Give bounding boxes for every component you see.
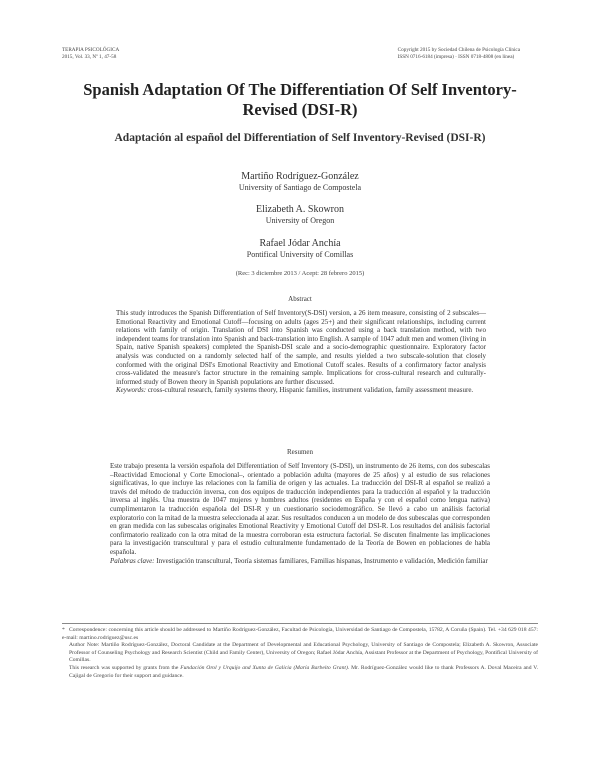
- journal-name: TERAPIA PSICOLÓGICA: [62, 47, 120, 53]
- copyright-header: [398, 47, 520, 60]
- abstract-body: [116, 309, 486, 395]
- footnote-divider: [62, 623, 538, 624]
- resumen-text: Este trabajo presenta la versión española del Differentiation of Self Inventory (S-DSI), un instrumento de 26 ítems, con dos subescalas –Reactividad Emocional y Corte Emocional–, orientado a población adulta (mayores de 25 años) y al estudio de sus relaciones significativas, lo que incluye las relaciones con la familia de origen y las actuales. La traducción del DSI-R al español se realizó a través del método de traducción inversa, con dos equipos de traducción independientes para la traducción al español y la traducción inversa al inglés. Una muestra de 1047 mujeres y hombres adultos (residentes en España y con el español como lengua nativa) cumplimentaron la traducción española del DSI-R y un cuestionario sociodemográfico. Se llevó a cabo un análisis factorial exploratorio con la mitad de la muestra seleccionada al azar. Sus resultados conducen a un modelo de dos subescalas que corresponden en gran medida con las subescalas originales Emotional Reactivity y Emotional Cutoff del DSI-R. Los resultados del análisis factorial confirmatorio realizado con la otra mitad de la muestra corroboran esta estructura factorial. Se discuten finalmente las implicaciones para la investigación transcultural y para el estudio culturalmente fundamentado de la Teoría de Bowen en poblaciones de habla española.: [110, 462, 490, 556]
- author-affiliation: Pontifical University of Comillas: [246, 250, 354, 259]
- keywords-label: Keywords:: [116, 386, 147, 395]
- author-name: Rafael Jódar Anchía: [259, 238, 341, 249]
- copyright-line: Copyright 2015 by Sociedad Chilena de Psicología Clínica: [397, 47, 520, 53]
- paper-subtitle: Adaptación al español del Differentiation of Self Inventory-Revised (DSI-R): [114, 132, 486, 144]
- footnotes: [62, 627, 538, 680]
- volume-line: 2015, Vol. 33, Nº 1, 47-58: [62, 53, 117, 60]
- palabras-clave-label: Palabras clave:: [110, 556, 155, 565]
- resumen-body: [110, 462, 490, 565]
- footnote-support: [62, 665, 538, 680]
- correspondence-text: Correspondence: concerning this article should be addressed to Martiño Rodríguez-González, Facultad de Psicología, Universidad de Santiago de Compostela, 15782, A Coruña (Spain). Tel. +34 629 018 457: e-mail: martino.rodriguez@usc.es: [62, 627, 538, 641]
- author-1: [100, 171, 500, 193]
- author-3: [100, 238, 500, 260]
- author-affiliation: University of Santiago de Compostela: [238, 183, 362, 192]
- keywords-text: cross-cultural research, family systems theory, Hispanic families, instrument validation, family assessment measure.: [147, 386, 474, 395]
- abstract-text: This study introduces the Spanish Differentiation of Self Inventory(S-DSI) version, a 26 item measure, consisting of 2 subscales—Emotional Reactivity and Emotional Cutoff—focusing on adults (ages 25+) and their significant relationships, including current relations with family of origin. Translation of DSI into Spanish was conducted using a back translation method, with two independent teams for translation into Spanish and back-translation into English. A sample of 1047 adult men and women (living in Spain, native Spanish speakers) completed the Spanish-DSI scale and a socio-demographic questionnaire. Exploratory factor analysis was conducted on a randomly selected half of the sample, and results yielded a two subscale-solution that closely conformed with the original DSI's Emotional Reactivity and Emotional Cutoff scales. Results of a confirmatory factor analysis cross-validated the measure's factor structure in the remaining sample. Implications for cross-cultural research and culturally-informed study of Bowen theory in Spanish populations are further discussed.: [116, 309, 486, 386]
- abstract-heading: Abstract: [288, 295, 312, 303]
- resumen-heading: Resumen: [286, 448, 314, 456]
- support-text-pre: This research was supported by grants from the: [69, 664, 181, 671]
- author-name: Elizabeth A. Skowron: [255, 204, 345, 215]
- author-affiliation: University of Oregon: [265, 216, 335, 225]
- footnote-correspondence: [62, 627, 538, 642]
- paper-title: Spanish Adaptation Of The Differentiation Of Self Inventory-Revised (DSI-R): [83, 80, 517, 119]
- footnote-author-note: Author Note: Martiño Rodríguez-González, Doctoral Candidate at the Department of Developmental and Educational Psychology, University of Santiago de Compostela; Elizabeth A. Skowron, Associate Professor of Counseling Psychology and Research Scientist (Child and Family Center), University of Oregon; Rafael Jódar Anchía, Assistant Professor at the Department of Psychology, Pontifical University of Comillas.: [69, 642, 538, 664]
- journal-header: [62, 47, 119, 60]
- received-accepted-dates: (Rec: 3 diciembre 2013 / Acept: 28 febrero 2015): [235, 270, 365, 277]
- issn-line: ISSN 0716-6184 (impresa) · ISSN 0718-4808 (en línea): [397, 53, 515, 60]
- palabras-clave-text: Investigación transcultural, Teoría sistemas familiares, Familias hispanas, Instrumento e validación, Medición familiar: [156, 556, 488, 565]
- support-grants: Fundación Orol y Urquijo and Xunta de Galicia (María Barbeito Grant).: [180, 664, 350, 671]
- footnote-marker: *: [62, 627, 65, 633]
- author-2: [100, 204, 500, 226]
- support-text-post: Mr. Rodríguez-González would like to thank Professors A. Doval Maceira and V. Cajigal de Gregorio for their support and guidance.: [69, 664, 538, 679]
- author-name: Martiño Rodríguez-González: [241, 171, 359, 182]
